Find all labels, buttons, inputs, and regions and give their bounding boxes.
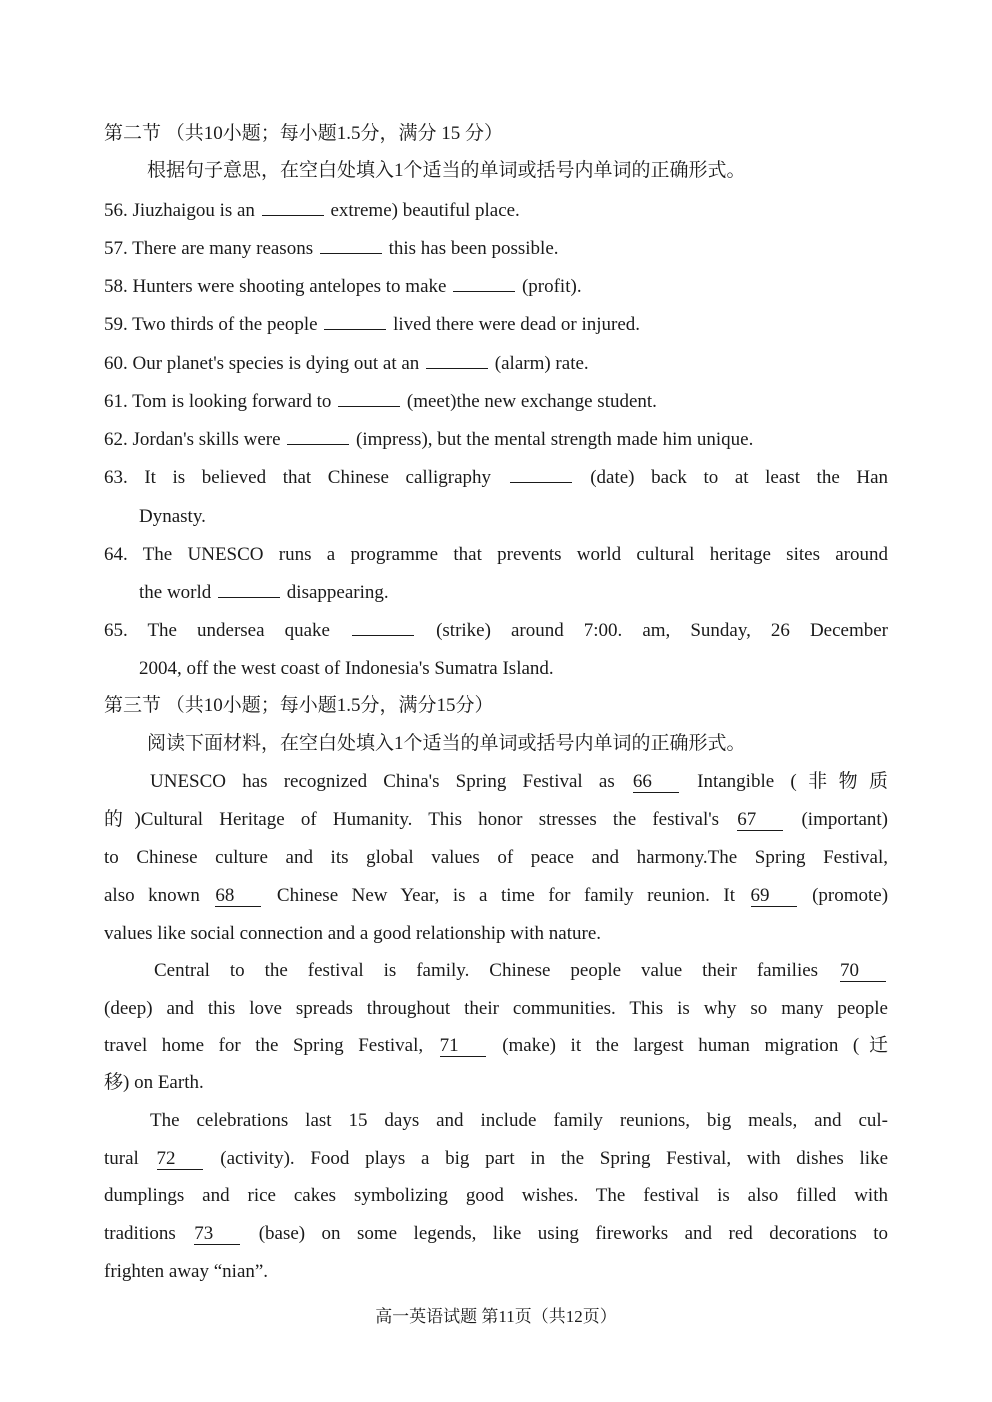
passage-line: (deep) and this love spreads throughout their communities. This is why so many people — [104, 998, 888, 1019]
passage-line: traditions 73 (base) on some legends, like using fireworks and red decorations to — [104, 1223, 888, 1244]
answer-blank[interactable] — [453, 275, 515, 292]
blank-72[interactable]: 72 — [157, 1149, 203, 1170]
answer-blank[interactable] — [320, 237, 382, 254]
passage-line: Central to the festival is family. Chinese people value their families 70 — [154, 959, 888, 983]
question-63-cont: Dynasty. — [139, 506, 206, 527]
page-footer: 高一英语试题 第11页（共12页） — [375, 1307, 617, 1326]
answer-blank[interactable] — [352, 619, 414, 636]
question-65: 65. The undersea quake (strike) around 7:00. am, Sunday, 26 December — [104, 620, 889, 641]
passage-line: also known 68 Chinese New Year, is a time for family reunion. It 69 (promote) — [104, 885, 889, 906]
blank-66[interactable]: 66 — [633, 772, 679, 793]
section2-instruction: 根据句子意思，在空白处填入1个适当的单词或括号内单词的正确形式。 — [147, 160, 746, 181]
passage-line: The celebrations last 15 days and include family reunions, big meals, and cul- — [150, 1110, 888, 1131]
passage-line: 的)Cultural Heritage of Humanity. This honor stresses the festival's 67 (important) — [104, 809, 889, 830]
question-59: 59. Two thirds of the people lived there were dead or injured. — [104, 314, 641, 335]
question-62: 62. Jordan's skills were (impress), but the mental strength made him unique. — [104, 429, 754, 450]
answer-blank[interactable] — [287, 428, 349, 445]
section3-heading: 第三节 （共10小题；每小题1.5分，满分15分） — [104, 695, 494, 716]
passage-line: frighten away “nian”. — [104, 1261, 269, 1282]
blank-70[interactable]: 70 — [840, 961, 886, 982]
answer-blank[interactable] — [426, 352, 488, 369]
answer-blank[interactable] — [218, 581, 280, 598]
question-64-cont: the world disappearing. — [139, 582, 389, 603]
passage-line: tural 72 (activity). Food plays a big part in the Spring Festival, with dishes like — [104, 1148, 889, 1169]
question-60: 60. Our planet's species is dying out at an (alarm) rate. — [104, 353, 589, 374]
question-56: 56. Jiuzhaigou is an extreme) beautiful place. — [104, 200, 520, 221]
passage-line: UNESCO has recognized China's Spring Festival as 66 Intangible (非物质 — [150, 771, 889, 792]
blank-68[interactable]: 68 — [215, 886, 261, 907]
blank-71[interactable]: 71 — [440, 1036, 486, 1057]
answer-blank[interactable] — [510, 466, 572, 483]
passage-line: 移) on Earth. — [104, 1072, 204, 1093]
blank-69[interactable]: 69 — [751, 886, 797, 907]
question-58: 58. Hunters were shooting antelopes to make (profit). — [104, 276, 582, 297]
passage-line: to Chinese culture and its global values of peace and harmony.The Spring Festival, — [104, 847, 888, 868]
answer-blank[interactable] — [324, 313, 386, 330]
section3-instruction: 阅读下面材料，在空白处填入1个适当的单词或括号内单词的正确形式。 — [147, 733, 746, 754]
blank-73[interactable]: 73 — [194, 1224, 240, 1245]
passage-line: dumplings and rice cakes symbolizing good wishes. The festival is also filled with — [104, 1185, 888, 1206]
answer-blank[interactable] — [262, 199, 324, 216]
blank-67[interactable]: 67 — [737, 810, 783, 831]
question-64: 64. The UNESCO runs a programme that prevents world cultural heritage sites around — [104, 544, 888, 565]
answer-blank[interactable] — [338, 390, 400, 407]
question-63: 63. It is believed that Chinese calligraphy (date) back to at least the Han — [104, 467, 888, 488]
question-65-cont: 2004, off the west coast of Indonesia's Sumatra Island. — [139, 658, 554, 679]
passage-line: travel home for the Spring Festival, 71 (make) it the largest human migration (迁 — [104, 1035, 889, 1056]
passage-line: values like social connection and a good relationship with nature. — [104, 923, 602, 944]
question-57: 57. There are many reasons this has been possible. — [104, 238, 559, 259]
question-61: 61. Tom is looking forward to (meet)the new exchange student. — [104, 391, 657, 412]
section2-heading: 第二节 （共10小题；每小题1.5分，满分 15 分） — [104, 123, 504, 144]
